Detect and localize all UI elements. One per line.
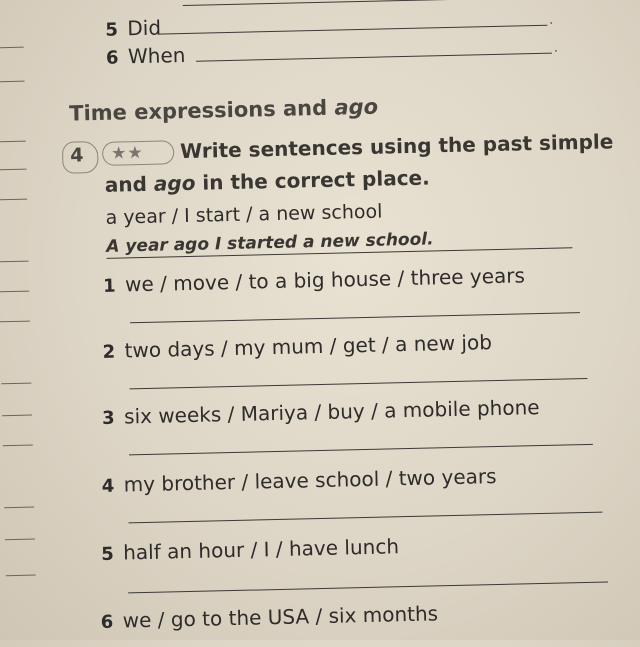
answer-line[interactable]	[129, 512, 603, 524]
margin-line	[3, 445, 33, 447]
exercise-item	[102, 330, 492, 363]
item-number: 6	[100, 611, 114, 634]
item-number: 5	[105, 19, 119, 41]
example-prompt: a year / I start / a new school	[105, 200, 383, 229]
section-title-text: Time expressions and	[68, 95, 335, 126]
instruction-text: and	[104, 171, 155, 197]
item-number: 3	[101, 407, 115, 429]
item-number: 4	[101, 475, 115, 497]
answer-line[interactable]	[130, 378, 588, 389]
item-text: two days / my mum / get / a new job	[124, 330, 493, 363]
answer-line	[183, 0, 543, 6]
margin-line	[0, 321, 30, 323]
section-title	[69, 95, 378, 126]
example-answer: A year ago I started a new school.	[106, 229, 434, 257]
section-title-emphasis: ago	[334, 94, 379, 120]
instruction-emphasis: ago	[153, 170, 196, 196]
line-end-dot: .	[549, 12, 554, 27]
instruction-line-1: Write sentences using the past simple	[179, 129, 614, 164]
margin-line	[5, 539, 35, 541]
item-number: 5	[101, 543, 115, 566]
item-number: 2	[102, 341, 116, 363]
answer-line	[157, 25, 547, 35]
exercise-item	[102, 395, 540, 429]
margin-line	[4, 507, 34, 509]
margin-line	[2, 415, 32, 417]
question-item	[105, 16, 161, 41]
instruction-text: in the correct place.	[195, 165, 430, 195]
item-text: my brother / leave school / two years	[123, 464, 497, 497]
margin-line	[0, 291, 29, 293]
item-text: Did	[127, 15, 162, 41]
margin-line	[6, 575, 36, 577]
answer-line	[196, 53, 552, 62]
margin-line	[0, 169, 27, 171]
exercise-item	[101, 464, 496, 497]
exercise-item	[101, 601, 439, 633]
margin-line	[0, 141, 26, 143]
margin-line	[0, 47, 24, 49]
exercise-item	[103, 263, 525, 297]
answer-line[interactable]	[128, 582, 608, 594]
item-text: six weeks / Mariya / buy / a mobile phone	[123, 395, 540, 429]
item-number: 6	[105, 47, 119, 69]
margin-line	[0, 81, 25, 83]
item-text: we / move / to a big house / three years	[124, 263, 526, 297]
difficulty-stars-icon: ★★	[102, 140, 175, 166]
item-text: When	[127, 42, 186, 69]
exercise-number: 4	[69, 144, 84, 167]
margin-line	[0, 261, 29, 263]
answer-line[interactable]	[130, 312, 580, 323]
line-end-dot: .	[553, 40, 558, 55]
item-text: we / go to the USA / six months	[122, 601, 439, 633]
instruction-line-2	[105, 165, 430, 196]
facing-page-lines	[0, 7, 39, 647]
margin-line	[0, 199, 27, 201]
item-number: 1	[102, 275, 116, 297]
exercise-item	[101, 534, 399, 565]
item-text: half an hour / I / have lunch	[122, 534, 400, 565]
margin-line	[1, 383, 31, 385]
answer-line[interactable]	[129, 444, 593, 456]
question-item	[106, 43, 186, 69]
